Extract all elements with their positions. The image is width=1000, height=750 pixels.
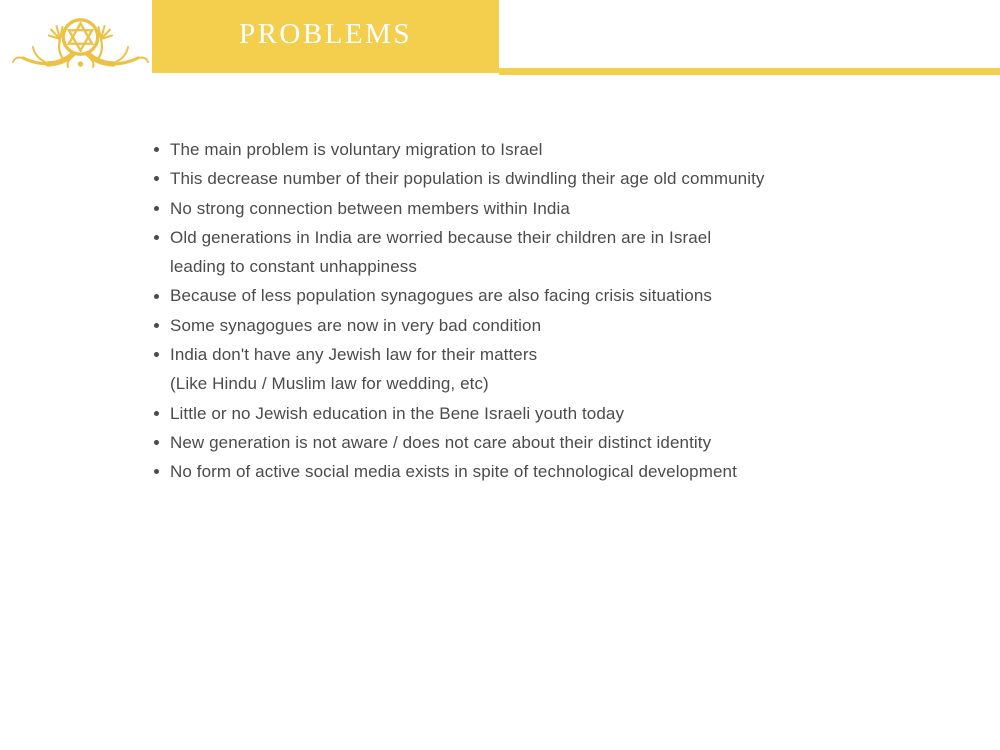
bullet-icon bbox=[154, 206, 159, 211]
list-item-text: No form of active social media exists in spite of technological development bbox=[170, 462, 737, 482]
list-item-text: Little or no Jewish education in the Bene Israeli youth today bbox=[170, 403, 625, 423]
list-item-text: India don't have any Jewish law for their matters bbox=[170, 345, 538, 365]
list-item-text: Because of less population synagogues are also facing crisis situations bbox=[170, 286, 712, 306]
page-title: PROBLEMS bbox=[238, 18, 413, 50]
list-item-text: Old generations in India are worried because their children are in Israel bbox=[170, 227, 712, 247]
list-item-text: The main problem is voluntary migration to Israel bbox=[170, 140, 543, 159]
list-item bbox=[152, 457, 892, 486]
list-item bbox=[152, 428, 892, 457]
list-item bbox=[152, 135, 892, 164]
list-item bbox=[152, 281, 892, 310]
list-item bbox=[152, 311, 892, 340]
slide-title-bar bbox=[152, 0, 499, 73]
bullet-icon bbox=[154, 235, 159, 240]
bullet-icon bbox=[154, 469, 159, 474]
list-item-text: Some synagogues are now in very bad condition bbox=[170, 315, 542, 335]
bullet-icon bbox=[154, 352, 159, 357]
bullet-icon bbox=[154, 411, 159, 416]
bullet-icon bbox=[154, 294, 159, 299]
list-item-continuation: (Like Hindu / Muslim law for wedding, etc) bbox=[170, 374, 489, 394]
bullet-icon bbox=[154, 147, 159, 152]
list-item bbox=[152, 164, 892, 193]
list-item-text: This decrease number of their population is dwindling their age old community bbox=[170, 169, 765, 189]
accent-bar bbox=[499, 68, 1000, 75]
list-item bbox=[152, 340, 892, 399]
bullet-icon bbox=[154, 323, 159, 328]
list-item-continuation: leading to constant unhappiness bbox=[170, 257, 417, 277]
list-item bbox=[152, 223, 892, 282]
logo-bottom-dot bbox=[78, 61, 83, 66]
bullet-icon bbox=[154, 176, 159, 181]
list-item bbox=[152, 399, 892, 428]
problems-list bbox=[152, 135, 892, 487]
list-item-text: No strong connection between members within India bbox=[170, 198, 570, 218]
bullet-icon bbox=[154, 440, 159, 445]
list-item bbox=[152, 194, 892, 223]
list-item-text: New generation is not aware / does not care about their distinct identity bbox=[170, 432, 712, 452]
star-of-david-logo bbox=[10, 12, 151, 76]
